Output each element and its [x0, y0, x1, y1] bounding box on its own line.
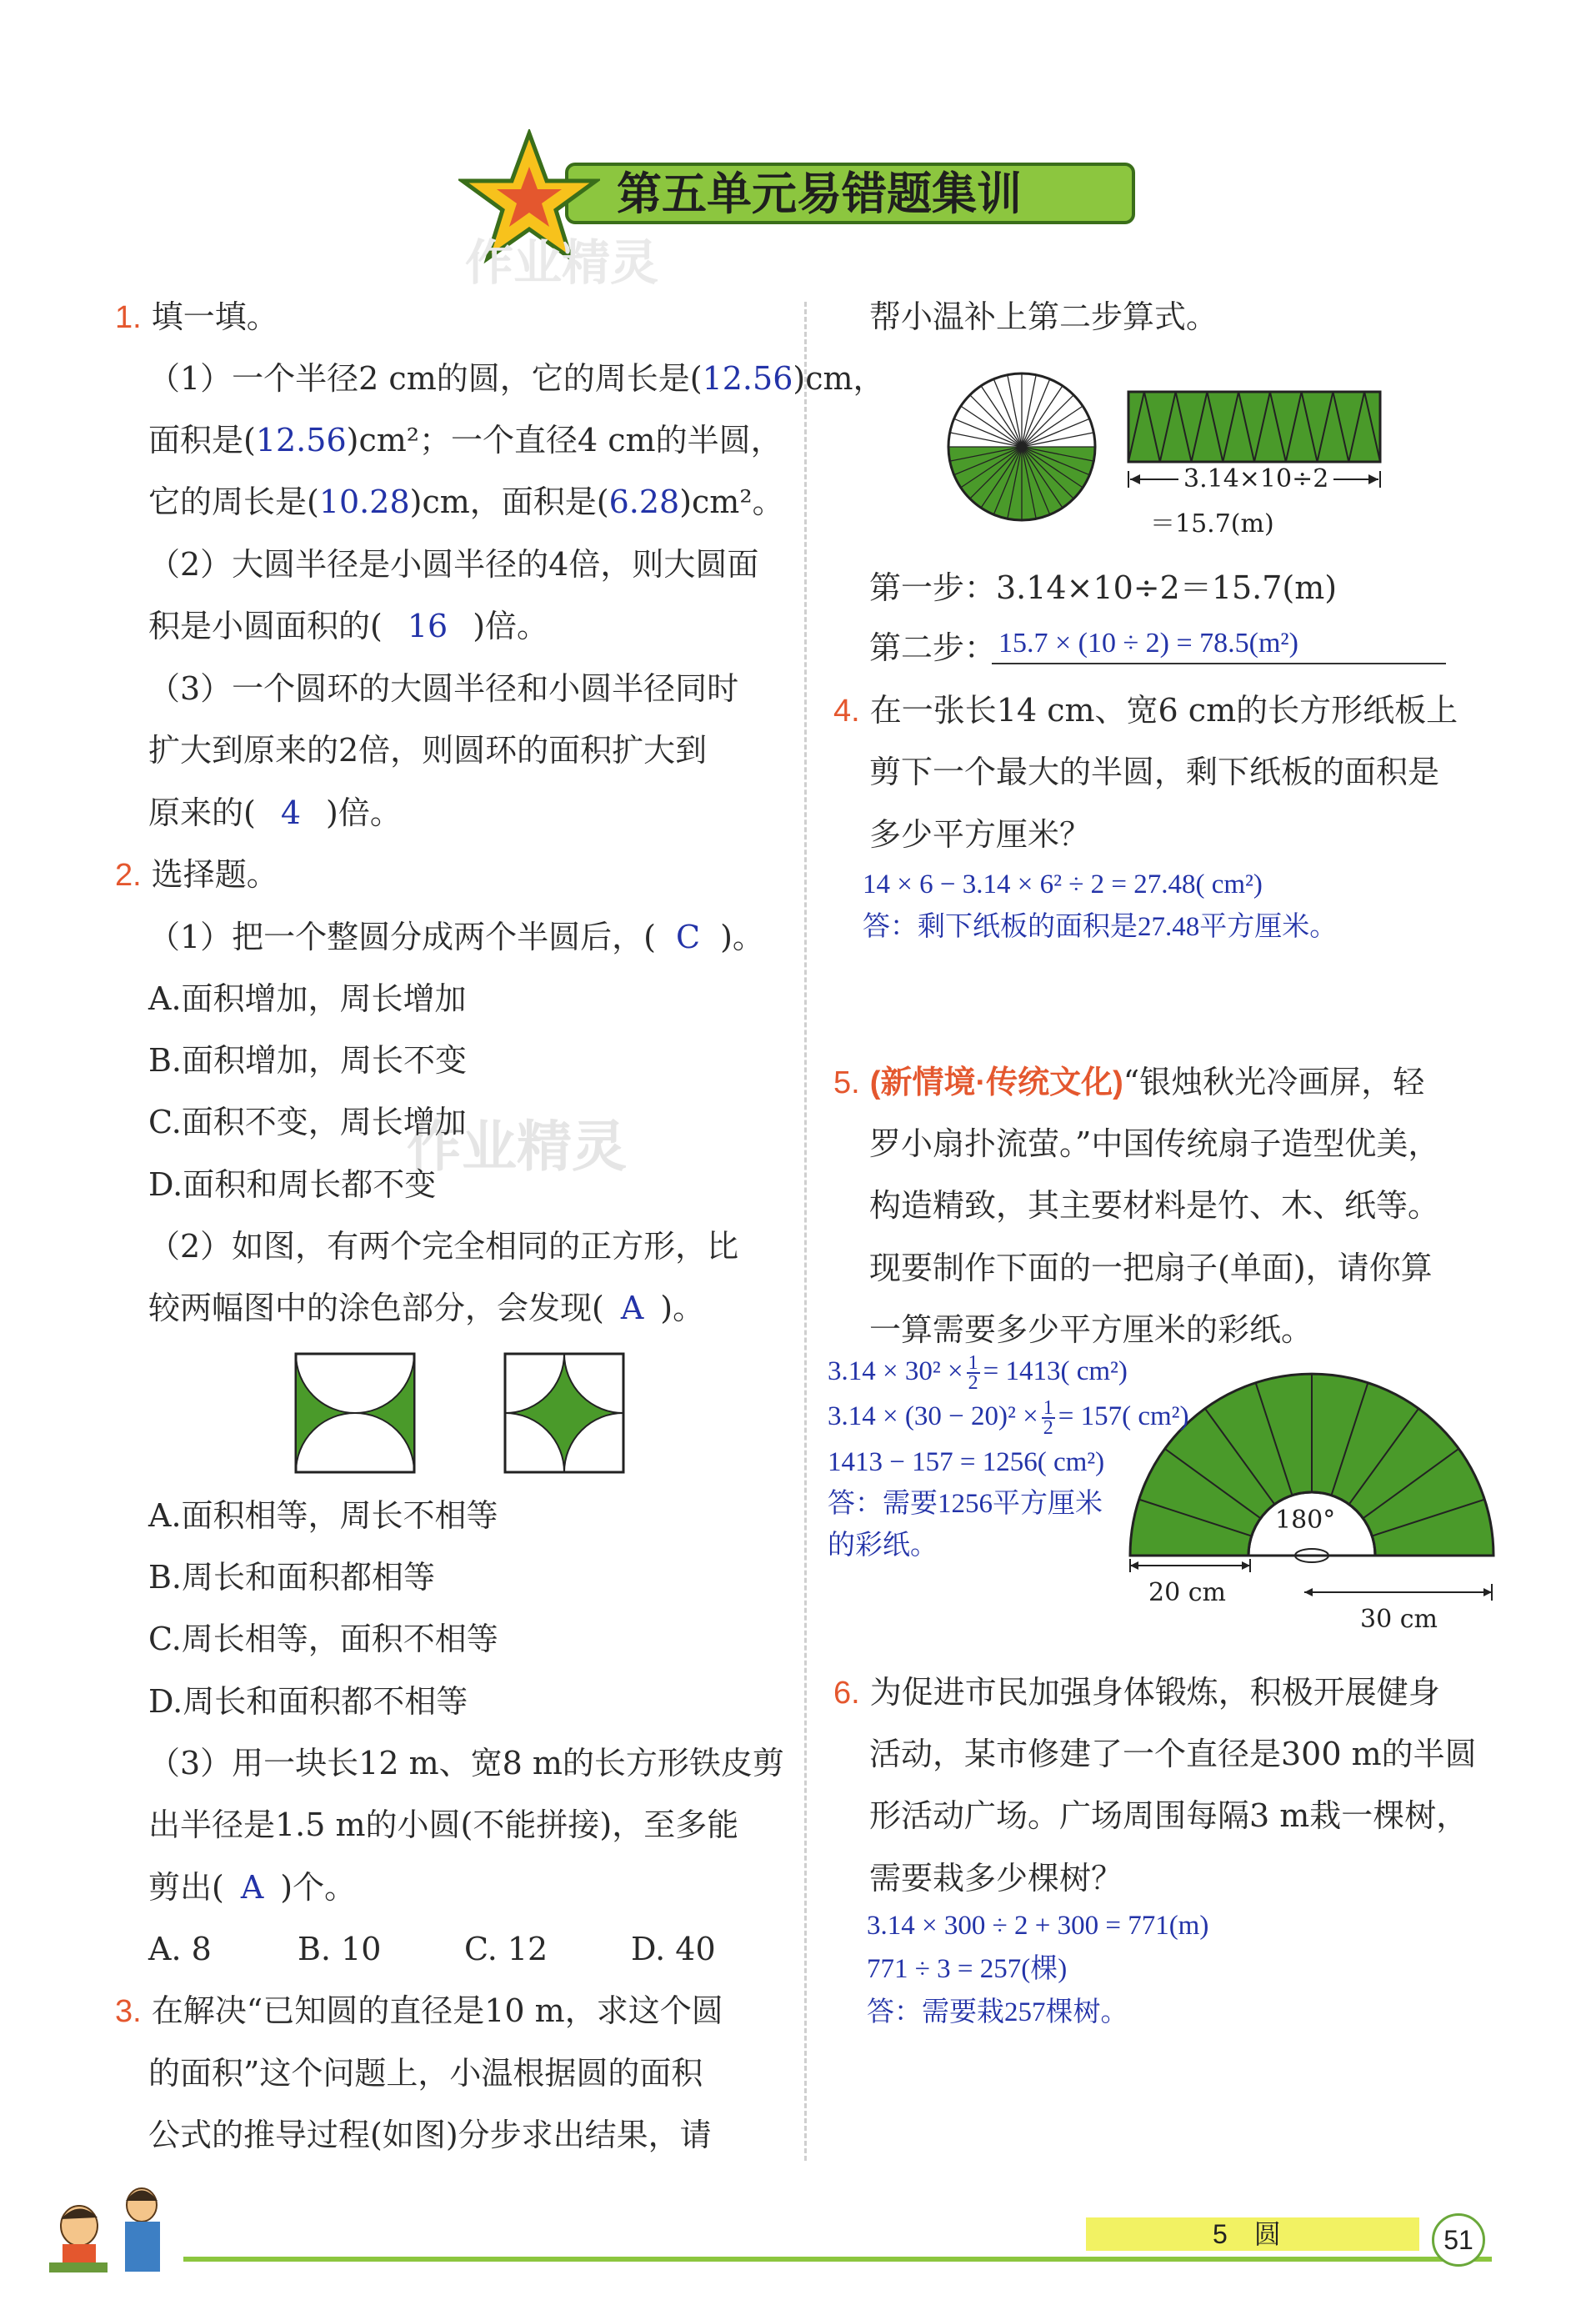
text: 第二步：: [869, 629, 997, 666]
fraction: [1042, 1397, 1055, 1440]
option: B. 10: [298, 1931, 382, 1967]
dimension-label: 30 cm: [1360, 1605, 1438, 1634]
option: C.面积不变，周长增加: [148, 1104, 467, 1140]
spoke: [970, 395, 1022, 447]
page-number-text: 51: [1443, 2225, 1473, 2255]
question-number: 1.: [115, 300, 142, 335]
question-6-heading: [833, 1671, 1440, 1714]
column-divider: [804, 302, 807, 2161]
angle-label: 180°: [1275, 1506, 1336, 1535]
question-title: 选择题。: [151, 856, 278, 893]
question-text: “银烛秋光冷画屏，轻: [1123, 1064, 1425, 1100]
q2-line: [148, 916, 764, 958]
text: 积是小圆面积的(: [148, 608, 383, 644]
numerator: 1: [1043, 1397, 1053, 1420]
q3-continued: 帮小温补上第二步算式。: [869, 298, 1218, 335]
text: )。: [720, 919, 764, 955]
text: 原来的(: [148, 794, 256, 831]
answer-underline: [992, 663, 1446, 664]
question-text: 在一张长14 cm、宽6 cm的长方形纸板上: [869, 692, 1458, 729]
q6-line: 形活动广场。广场周围每隔3 m栽一棵树，: [869, 1797, 1468, 1834]
text: （1）一个半径2 cm的圆，它的周长是(: [148, 360, 703, 397]
question-number: 2.: [115, 858, 142, 893]
question-title: 填一填。: [151, 298, 278, 335]
q2-line: （3）用一块长12 m、宽8 m的长方形铁皮剪: [148, 1745, 784, 1781]
answer-line: [828, 1397, 1189, 1440]
question-5-heading: [833, 1061, 1424, 1104]
footer-line: [183, 2257, 1492, 2262]
q1-line: （2）大圆半径是小圆半径的4倍，则大圆面: [148, 546, 759, 583]
option: A.面积相等，周长不相等: [148, 1497, 498, 1534]
question-3-heading: [115, 1990, 723, 2032]
chapter-label: 5 圆: [1213, 2219, 1281, 2249]
q1-line: [148, 358, 885, 399]
q1-line: [148, 792, 402, 834]
q5-line: 现要制作下面的一把扇子(单面)，请你算: [869, 1250, 1433, 1286]
answer-line: [828, 1352, 1128, 1395]
question-number: 6.: [833, 1676, 860, 1711]
fraction: [967, 1352, 980, 1395]
option: A.面积增加，周长增加: [148, 980, 467, 1017]
answer: A: [620, 1290, 644, 1326]
text: （1）把一个整圆分成两个半圆后，(: [148, 919, 657, 955]
divided-circle-figure: [942, 367, 1102, 527]
step-2-answer: 15.7 × (10 ÷ 2) = 78.5(m²): [998, 628, 1298, 659]
answer: 12.56: [255, 422, 347, 458]
answer: 16: [407, 608, 448, 644]
step-1: 第一步：3.14×10÷2＝15.7(m): [869, 569, 1338, 606]
answer: 4: [280, 794, 302, 831]
q4-line: 剪下一个最大的半圆，剩下纸板的面积是: [869, 754, 1440, 790]
q1-line: 扩大到原来的2倍，则圆环的面积扩大到: [148, 732, 708, 769]
denominator: 2: [968, 1372, 978, 1395]
question-number: 5.: [833, 1065, 860, 1100]
title-banner: [492, 154, 1142, 231]
dimension-label: 3.14×10÷2: [1178, 464, 1333, 495]
option: C. 12: [464, 1931, 548, 1967]
q1-line: [148, 419, 783, 461]
q2-line: （2）如图，有两个完全相同的正方形，比: [148, 1228, 739, 1265]
q5-line: 罗小扇扑流萤。”中国传统扇子造型优美，: [869, 1125, 1440, 1162]
question-text: 为促进市民加强身体锻炼，积极开展健身: [869, 1674, 1440, 1711]
text: 较两幅图中的涂色部分，会发现(: [148, 1290, 604, 1326]
question-number: 3.: [115, 1994, 142, 2029]
q5-line: 构造精致，其主要材料是竹、木、纸等。: [869, 1187, 1440, 1224]
text: 它的周长是(: [148, 484, 319, 520]
question-4-heading: [833, 689, 1458, 732]
q5-line: 一算需要多少平方厘米的彩纸。: [869, 1311, 1313, 1348]
text: )倍。: [326, 794, 402, 831]
q2-line: [148, 1867, 356, 1908]
answer-line: 答：需要1256平方厘米: [828, 1489, 1103, 1519]
text: 3.14 × (30 − 20)² ×: [828, 1401, 1038, 1431]
text: = 1413( cm²): [983, 1356, 1128, 1386]
option: D. 40: [631, 1931, 716, 1967]
option: D.面积和周长都不变: [148, 1166, 437, 1203]
text: 剪出(: [148, 1869, 224, 1906]
answer-line: 答：剩下纸板的面积是27.48平方厘米。: [863, 912, 1338, 942]
option: B.面积增加，周长不变: [148, 1042, 468, 1079]
option: A. 8: [148, 1931, 212, 1967]
text: )个。: [280, 1869, 357, 1906]
q2-line: [148, 1287, 704, 1329]
text: = 157( cm²): [1058, 1401, 1189, 1431]
answer-line: 3.14 × 300 ÷ 2 + 300 = 771(m): [867, 1911, 1209, 1941]
answer-line: 答：需要栽257棵树。: [867, 1997, 1128, 2027]
spoke: [1022, 395, 1073, 447]
question-text: 在解决“已知圆的直径是10 m，求这个圆: [151, 1992, 723, 2029]
dimension-label: 20 cm: [1148, 1578, 1226, 1607]
q6-line: 活动，某市修建了一个直径是300 m的半圆: [869, 1736, 1477, 1772]
text: 面积是(: [148, 422, 256, 458]
q1-line: [148, 481, 784, 523]
watermark: 作业精灵: [407, 1115, 627, 1177]
q6-line: 需要栽多少棵树？: [869, 1860, 1123, 1897]
option: D.周长和面积都不相等: [148, 1683, 468, 1720]
text: )cm²。: [679, 484, 784, 520]
question-2-heading: [115, 854, 278, 896]
text: 3.14 × 30² ×: [828, 1356, 963, 1386]
answer: C: [676, 919, 701, 955]
text: )cm，面积是(: [409, 484, 609, 520]
page-title: 第五单元易错题集训: [617, 169, 1022, 219]
q3-line: 的面积”这个问题上，小温根据圆的面积: [148, 2055, 703, 2092]
answer: A: [240, 1869, 264, 1906]
dimension-label: ＝15.7(m): [1150, 509, 1274, 539]
answer-line: 的彩纸。: [828, 1531, 938, 1561]
denominator: 2: [1043, 1417, 1053, 1440]
q3-line: 公式的推导过程(如图)分步求出结果，请: [148, 2117, 712, 2153]
numerator: 1: [968, 1352, 978, 1375]
option: C.周长相等，面积不相等: [148, 1621, 498, 1657]
q1-line: [148, 605, 548, 647]
question-number: 4.: [833, 694, 860, 729]
text: )倍。: [473, 608, 549, 644]
option: B.周长和面积都相等: [148, 1559, 436, 1596]
answer-line: 1413 − 157 = 1256( cm²): [828, 1447, 1105, 1477]
cartoon-figure-icon: [46, 2167, 188, 2276]
step-2: [869, 627, 996, 669]
question-1-heading: [115, 296, 278, 338]
q1-line: （3）一个圆环的大圆半径和小圆半径同时: [148, 670, 739, 707]
answer-line: 771 ÷ 3 = 257(棵): [867, 1954, 1068, 1984]
context-tag: (新情境·传统文化): [869, 1065, 1123, 1100]
rearranged-triangles-figure: [1127, 390, 1382, 464]
q2-line: 出半径是1.5 m的小圆(不能拼接)，至多能: [148, 1806, 739, 1843]
answer-line: 14 × 6 − 3.14 × 6² ÷ 2 = 27.48( cm²): [863, 869, 1263, 899]
text: )。: [660, 1290, 705, 1326]
page-number: [1432, 2213, 1485, 2267]
answer: 12.56: [702, 360, 793, 397]
answer: 6.28: [608, 484, 680, 520]
text: )cm²；一个直径4 cm的半圆，: [346, 422, 783, 458]
square-figure-2: [503, 1352, 625, 1474]
watermark: 作业精灵: [465, 236, 659, 290]
text: )cm，: [793, 360, 885, 397]
q4-line: 多少平方厘米？: [869, 816, 1092, 853]
answer: 10.28: [318, 484, 410, 520]
square-figure-1: [294, 1352, 416, 1474]
